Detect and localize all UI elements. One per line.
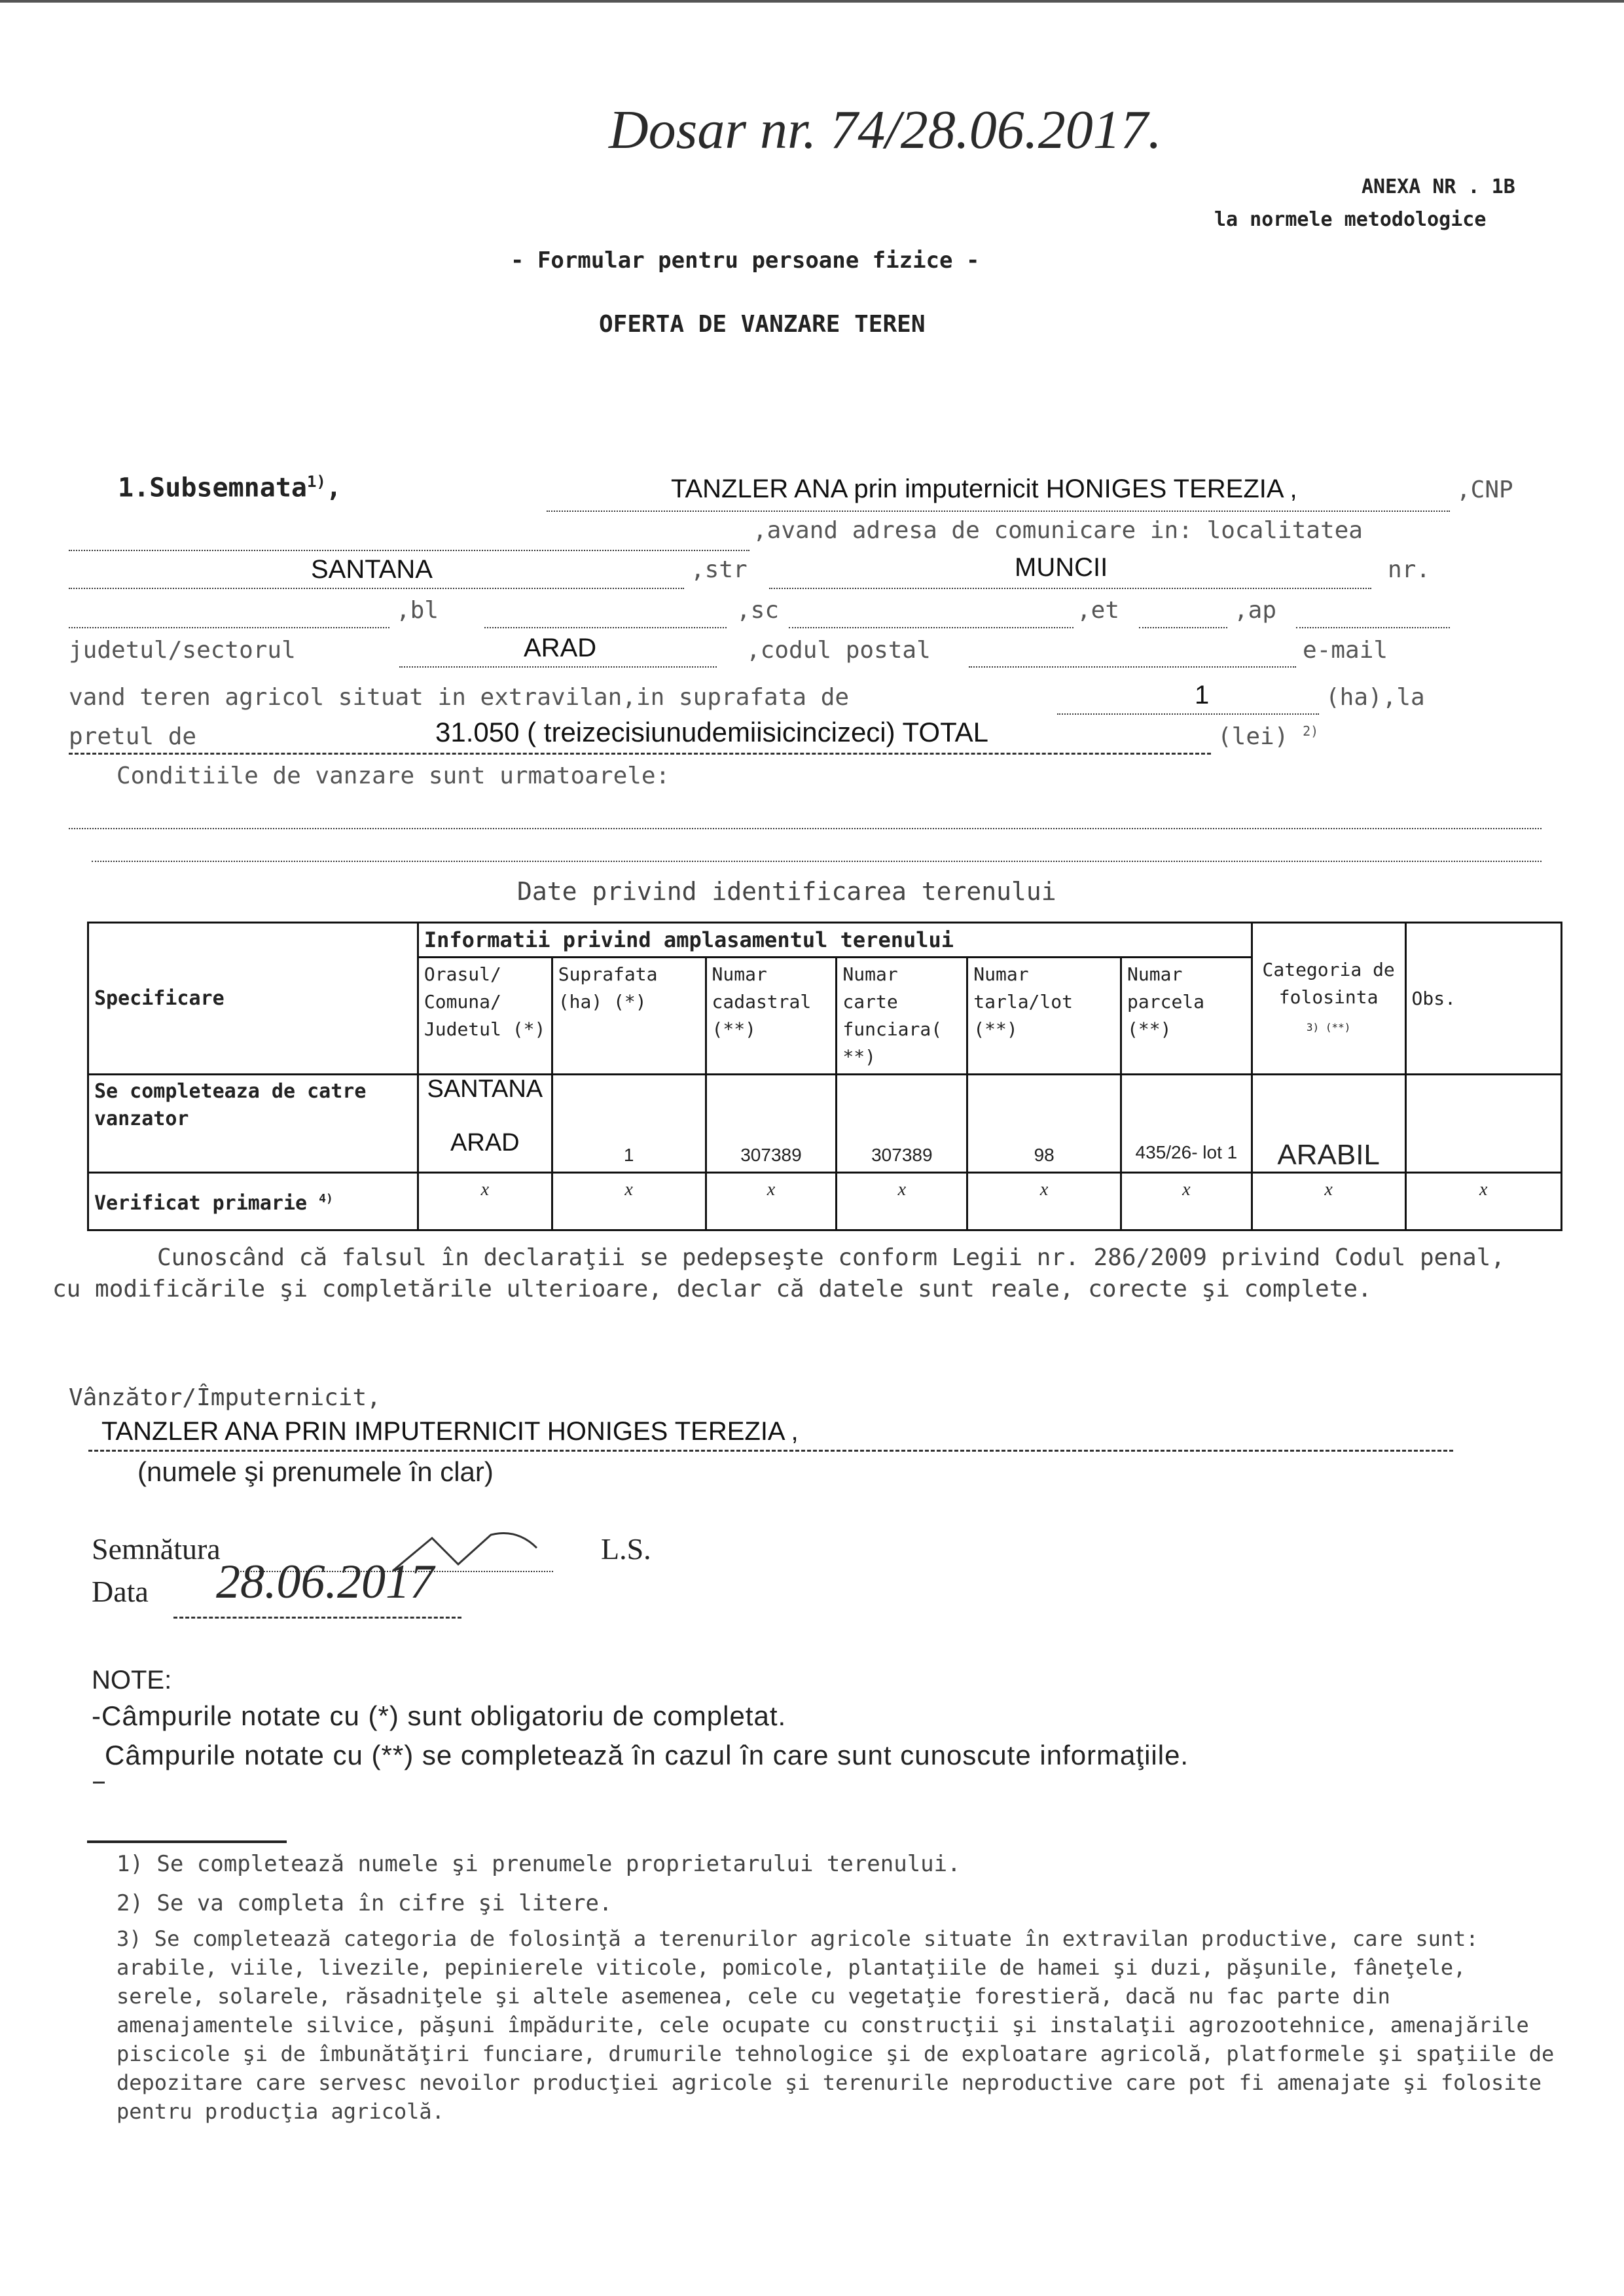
seller-label-text: 1.Subsemnata [118,473,307,503]
cnp-label: ,CNP [1456,476,1513,503]
county-line [399,666,717,668]
seller-label: 1.Subsemnata$^{1)}$, [118,473,342,503]
row2-note: 4) [319,1192,333,1206]
cell-suprafata: 1 [552,1075,706,1173]
conditions-line-1 [69,828,1542,829]
locality-line [69,588,684,589]
col-categoria-note: 3) (**) [1306,1020,1351,1033]
cell-cadastral: 307389 [706,1075,837,1173]
seller-name-clear-line [88,1450,1453,1452]
cell-oras-2: ARAD [450,1129,520,1157]
handwritten-header [609,98,1162,162]
ap-label: ,ap [1234,597,1277,624]
address-label: ,avand adresa de comunicare in: localitatea [753,517,1363,544]
check-mark: x [418,1173,552,1230]
form-type: - Formular pentru persoane fizice - [511,247,980,274]
price-field: 31.050 ( treizecisiunudemiisicincizeci) TOTAL [435,717,989,747]
cell-oras-1: SANTANA [427,1075,543,1103]
check-mark: x [967,1173,1121,1230]
footnote-3: 3) Se completează categoria de folosinţă a terenurilor agricole situate în extravilan productive, care sunt: arabile, viile, livezile, pepinierele viticole, pomicole, plantaţiile de hamei şi duzi, păşunile, fâneţele, serele, solarele, răsadniţele şi altele asemenea, cele cu vegetaţie forestieră, dacă nu fac parte din amenajamentele silvice, păşuni împădurite, cele ocupate cu construcţii şi instalaţii agrozootehnice, amenajările piscicole şi de îmbunătăţiri funciare, drumurile tehnologice şi de exploatare agricolă, platformele şi spaţiile de depozitare care servesc nevoilor producţiei agricole şi terenurile neproductive care pot fi amenajate şi folosite pentru producţia agricolă. [117,1926,1555,2124]
page-title: OFERTA DE VANZARE TEREN [599,311,926,338]
locality-field: SANTANA [311,555,433,584]
bl-label: ,bl [396,597,439,624]
group-header: Informatii privind amplasamentul terenului [418,923,1252,958]
note-1: -Câmpurile notate cu (*) sunt obligatoriu de completat. [92,1700,787,1731]
col-tarla: Numar tarla/lot (**) [967,958,1121,1075]
annex-line2: la normele metodologice [1214,208,1487,231]
note-2: Câmpurile notate cu (**) se completează în cazul în care sunt cunoscute informaţiile. [105,1740,1189,1770]
footnote-1: 1) Se completează numele şi prenumele proprietarului terenului. [117,1851,961,1877]
seller-name-clear: TANZLER ANA PRIN IMPUTERNICIT HONIGES TEREZIA , [101,1417,799,1446]
nr-label: nr. [1388,556,1431,583]
conditions-line-2 [92,861,1542,862]
price-footnote: 2) [1303,723,1319,739]
price-label: pretul de [69,723,197,750]
lei-label [1218,723,1318,750]
name-hint: (numele şi prenumele în clar) [137,1456,494,1487]
postal-line [969,666,1296,668]
col-suprafata: Suprafata (ha) (*) [552,958,706,1075]
seller-name-line [547,511,1450,512]
date-line [173,1617,461,1619]
col-obs: Obs. [1405,923,1561,1075]
row1-label: Se completeaza de catre vanzator [88,1075,418,1173]
cell-categoria: ARABIL [1252,1075,1405,1173]
date-handwritten: 28.06.2017 [216,1555,434,1609]
bl-line [69,627,389,628]
conditions-label: Conditiile de vanzare sunt urmatoarele: [117,762,670,789]
cell-oras [418,1075,552,1173]
check-mark: x [1121,1173,1252,1230]
check-mark: x [706,1173,837,1230]
col-cadastral: Numar cadastral (**) [706,958,837,1075]
county-field: ARAD [524,634,597,662]
handwritten-header-text: Dosar nr. 74/28.06.2017. [609,99,1162,160]
cell-carte: 307389 [837,1075,967,1173]
sc-label: ,sc [736,597,780,624]
land-line: vand teren agricol situat in extravilan,in suprafata de [69,684,850,711]
col-carte: Numar carte funciara( **) [837,958,967,1075]
section-title: Date privind identificarea terenului [517,877,1056,906]
cell-parcela: 435/26- lot 1 [1121,1075,1252,1173]
county-label: judetul/sectorul [69,637,296,664]
seller-name-field: TANZLER ANA prin imputernicit HONIGES TEREZIA , [671,475,1297,503]
row2-label [88,1173,418,1230]
col-specificare: Specificare [88,923,418,1075]
price-line [69,753,1211,755]
cnp-line [69,550,749,551]
cell-obs [1405,1075,1561,1173]
date-label: Data [92,1575,149,1608]
street-line [769,588,1371,589]
col-oras: Orasul/ Comuna/ Judetul (*) [418,958,552,1075]
row2-label-text: Verificat primarie [94,1192,308,1215]
et-label: ,et [1077,597,1120,624]
ap-line [1296,627,1450,628]
col-parcela: Numar parcela (**) [1121,958,1252,1075]
area-line [1057,713,1319,715]
col-categoria-text: Categoria de folosinta [1262,958,1395,1008]
area-field: 1 [1195,681,1210,709]
note-2-dash [93,1782,105,1784]
table-row [88,1173,1562,1230]
scan-edge [0,0,1624,3]
sc-before-line [484,627,727,628]
ls-label: L.S. [601,1532,651,1566]
land-table [87,922,1562,1231]
cell-tarla: 98 [967,1075,1121,1173]
footnote-2: 2) Se va completa în cifre şi litere. [117,1890,613,1916]
ha-label: (ha),la [1326,684,1425,711]
sc-line [789,627,1074,628]
signature-label: Semnătura [92,1532,221,1566]
et-line [1139,627,1227,628]
postal-label: ,codul postal [746,637,931,664]
seller-footnote: 1) [306,473,326,491]
declaration: Cunoscând că falsul în declaraţii se pedepseşte conform Legii nr. 286/2009 privind Codul penal, cu modificările şi completările ulterioare, declar că datele sunt reale, corecte şi complete. [52,1244,1506,1302]
notes-title: NOTE: [92,1666,172,1695]
check-mark: x [552,1173,706,1230]
email-label: e-mail [1303,637,1388,664]
table-row [88,1075,1562,1173]
lei-label-text: (lei) [1218,723,1289,750]
check-mark: x [1405,1173,1561,1230]
annex-line1: ANEXA NR . 1B [1362,175,1515,198]
str-label: ,str [691,556,748,583]
col-categoria [1252,923,1405,1075]
footnote-rule [87,1840,287,1843]
street-field: MUNCII [1015,553,1108,582]
check-mark: x [837,1173,967,1230]
seller-sign-label: Vânzător/Împuternicit, [69,1384,381,1411]
check-mark: x [1252,1173,1405,1230]
